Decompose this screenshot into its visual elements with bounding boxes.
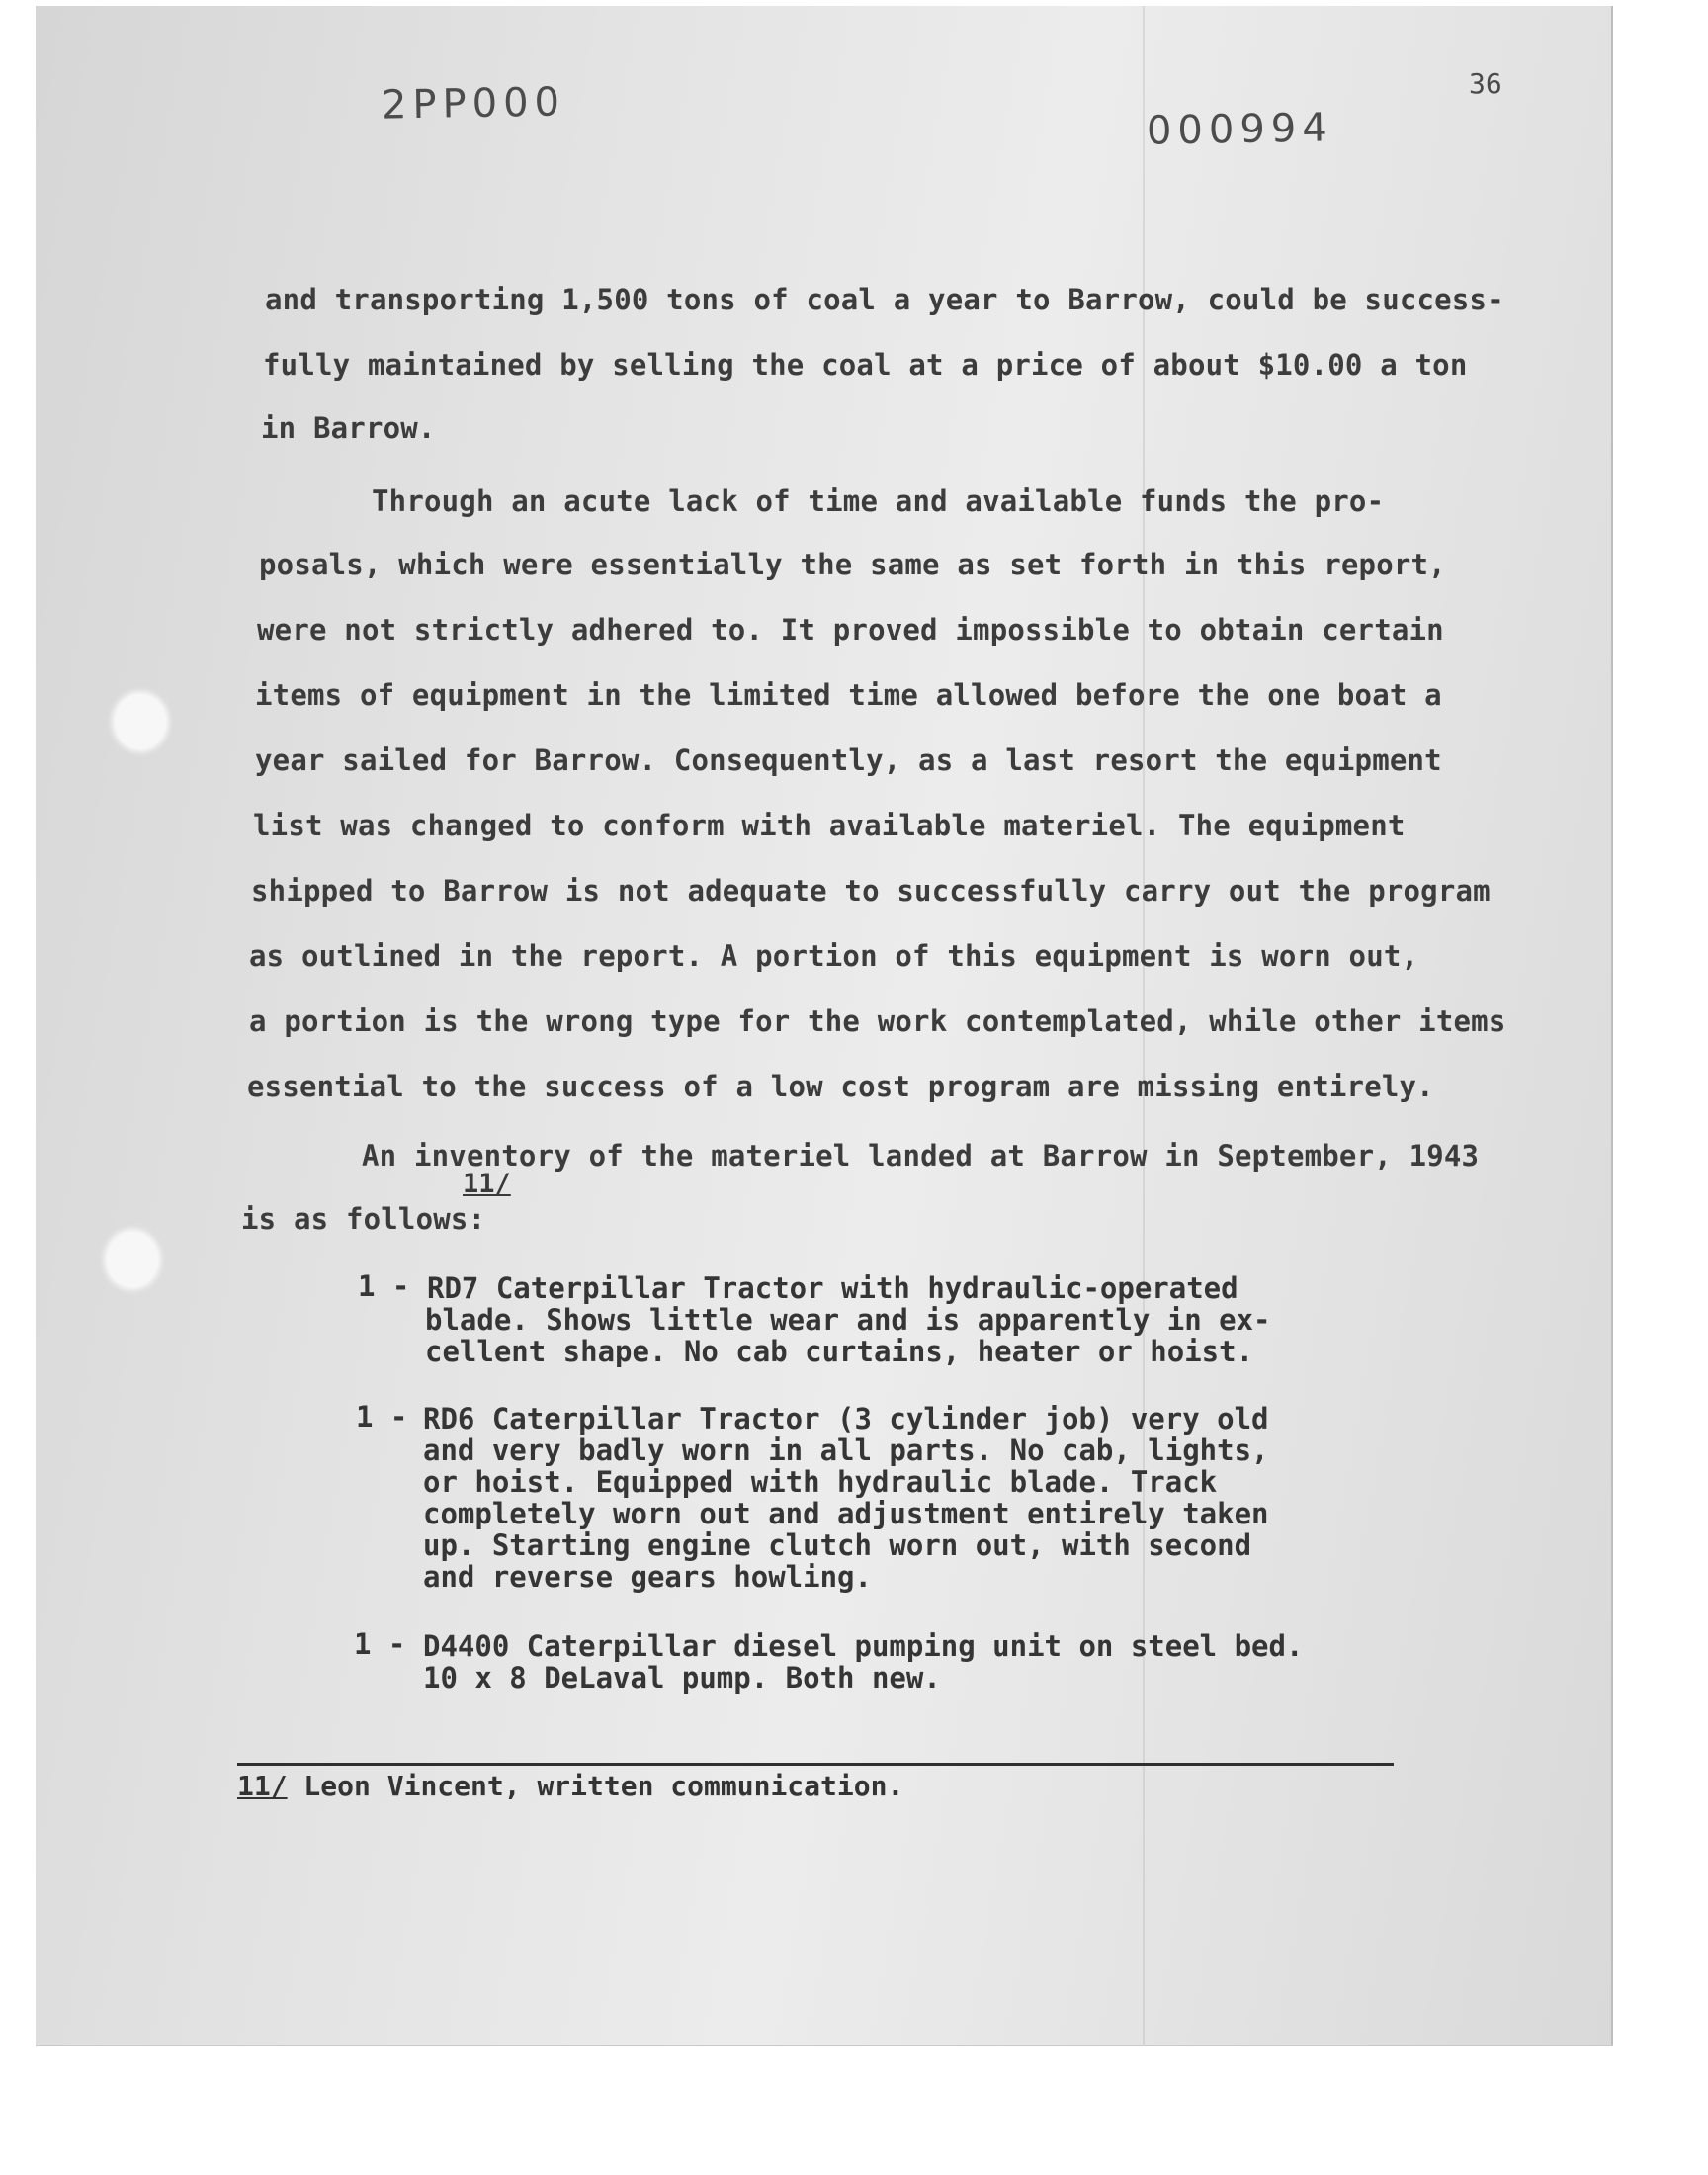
inventory-item-2-line-5: up. Starting engine clutch worn out, with second	[423, 1528, 1252, 1562]
inventory-item-2-line-4: completely worn out and adjustment entirely taken	[423, 1497, 1269, 1530]
paragraph-2-line-6: list was changed to conform with available materiel. The equipment	[253, 809, 1406, 842]
paragraph-2-line-10: essential to the success of a low cost program are missing entirely.	[247, 1070, 1434, 1103]
document-stamp-left: 2PP000	[381, 79, 566, 129]
paragraph-2-line-2: posals, which were essentially the same as set forth in this report,	[259, 548, 1446, 581]
footnote-divider	[237, 1763, 1394, 1766]
inventory-item-3-line-2: 10 x 8 DeLaval pump. Both new.	[423, 1661, 941, 1695]
inventory-item-3-line-1: D4400 Caterpillar diesel pumping unit on steel bed.	[423, 1629, 1304, 1663]
page-number: 36	[1469, 67, 1502, 100]
inventory-item-2-line-6: and reverse gears howling.	[423, 1560, 872, 1594]
inventory-item-1-marker: 1 -	[358, 1269, 410, 1303]
paragraph-2-line-4: items of equipment in the limited time allowed before the one boat a	[255, 678, 1442, 712]
punch-hole-lower	[107, 1232, 158, 1287]
inventory-item-1-line-2: blade. Shows little wear and is apparently in ex-	[425, 1303, 1271, 1337]
paragraph-2-line-7: shipped to Barrow is not adequate to successfully carry out the program	[251, 874, 1491, 908]
paragraph-3-line-2: is as follows:	[241, 1202, 486, 1236]
paragraph-1-line-3: in Barrow.	[261, 411, 436, 445]
inventory-item-2-line-1: RD6 Caterpillar Tractor (3 cylinder job) very old	[423, 1402, 1269, 1436]
footnote-number: 11/	[237, 1770, 288, 1802]
inventory-item-1-line-3: cellent shape. No cab curtains, heater or hoist.	[425, 1335, 1254, 1368]
footnote	[237, 1770, 903, 1802]
paragraph-2-line-1: Through an acute lack of time and available funds the pro-	[372, 484, 1385, 518]
document-stamp-right: 000994	[1146, 105, 1334, 154]
punch-hole-upper	[115, 694, 166, 749]
paragraph-2-line-9: a portion is the wrong type for the work contemplated, while other items	[249, 1004, 1506, 1038]
paragraph-1-line-2: fully maintained by selling the coal at a price of about $10.00 a ton	[263, 348, 1468, 382]
paragraph-2-line-8: as outlined in the report. A portion of this equipment is worn out,	[249, 939, 1419, 973]
inventory-item-2-marker: 1 -	[356, 1400, 408, 1434]
inventory-item-2-line-3: or hoist. Equipped with hydraulic blade. Track	[423, 1465, 1218, 1499]
inventory-item-3-marker: 1 -	[354, 1627, 406, 1661]
paragraph-2-line-5: year sailed for Barrow. Consequently, as a last resort the equipment	[255, 743, 1442, 777]
footnote-reference: 11/	[463, 1169, 511, 1199]
inventory-item-1-line-1: RD7 Caterpillar Tractor with hydraulic-operated	[427, 1271, 1238, 1305]
footnote-text: Leon Vincent, written communication.	[287, 1770, 904, 1802]
inventory-item-2-line-2: and very badly worn in all parts. No cab, lights,	[423, 1434, 1269, 1467]
paragraph-1-line-1: and transporting 1,500 tons of coal a year to Barrow, could be success-	[265, 283, 1504, 316]
document-page	[36, 6, 1613, 2046]
paragraph-3-line-1: An inventory of the materiel landed at Barrow in September, 1943	[362, 1139, 1480, 1173]
paragraph-2-line-3: were not strictly adhered to. It proved impossible to obtain certain	[257, 613, 1444, 647]
